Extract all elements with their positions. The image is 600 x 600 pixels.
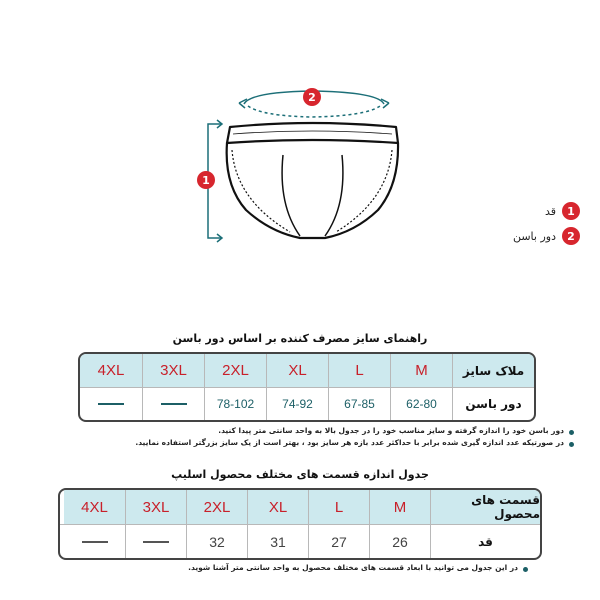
badge-2	[303, 88, 321, 106]
size-4XL: 4XL	[64, 490, 125, 524]
legend-label: قد	[544, 204, 556, 218]
size-guide-table	[78, 352, 536, 422]
header-label: ملاک سایز	[452, 354, 534, 387]
legend-item-hip	[513, 226, 580, 246]
size-XL: XL	[266, 354, 328, 387]
size-4XL: 4XL	[80, 354, 142, 387]
legend-badge: 1	[562, 202, 580, 220]
value-4XL	[80, 388, 142, 420]
value-3XL	[142, 388, 204, 420]
legend-badge: 2	[562, 227, 580, 245]
size-2XL: 2XL	[186, 490, 247, 524]
empty-dash	[143, 541, 169, 543]
value-2XL: 32	[186, 525, 247, 558]
empty-dash	[98, 403, 124, 405]
row-label: قد	[430, 525, 540, 558]
value-2XL: 78-102	[204, 388, 266, 420]
value-L: 27	[308, 525, 369, 558]
table1-title: راهنمای سایز مصرف کننده بر اساس دور باسن	[172, 332, 428, 345]
table1-note-2: در صورتیکه عدد اندازه گیری شده برابر با حداکثر عدد بازه هر سایز بود ، بهتر است از یک سایز بزرگتر استفاده نمایید.	[135, 438, 564, 447]
size-3XL: 3XL	[125, 490, 186, 524]
value-XL: 74-92	[266, 388, 328, 420]
empty-dash	[161, 403, 187, 405]
legend-label: دور باسن	[512, 229, 556, 243]
size-L: L	[308, 490, 369, 524]
table-row	[80, 387, 534, 420]
value-L: 67-85	[328, 388, 390, 420]
product-dimensions-table	[58, 488, 542, 560]
header-label: قسمت های محصول	[430, 490, 540, 524]
table1-note-1: دور باسن خود را اندازه گرفته و سایز مناسب خود را در جدول بالا به واحد سانتی متر پیدا کنید.	[218, 426, 564, 435]
note-bullet	[569, 430, 574, 435]
table2-title: جدول اندازه قسمت های مختلف محصول اسلیپ	[171, 468, 429, 481]
row-label: دور باسن	[452, 388, 534, 420]
brief-outline	[227, 123, 398, 238]
empty-dash	[82, 541, 108, 543]
table-header-row	[80, 354, 534, 387]
size-XL: XL	[247, 490, 308, 524]
note-bullet	[523, 567, 528, 572]
value-M: 26	[369, 525, 430, 558]
value-M: 62-80	[390, 388, 452, 420]
table-header-row	[60, 490, 540, 524]
size-3XL: 3XL	[142, 354, 204, 387]
value-3XL	[125, 525, 186, 558]
value-XL: 31	[247, 525, 308, 558]
table2-note-1: در این جدول می توانید با ابعاد قسمت های مختلف محصول به واحد سانتی متر آشنا شوید.	[188, 563, 518, 572]
legend-item-height	[545, 201, 580, 221]
size-L: L	[328, 354, 390, 387]
size-M: M	[369, 490, 430, 524]
size-2XL: 2XL	[204, 354, 266, 387]
note-bullet	[569, 442, 574, 447]
svg-text:2: 2	[308, 91, 316, 104]
badge-1	[197, 171, 215, 189]
value-4XL	[64, 525, 125, 558]
table-row	[60, 524, 540, 558]
svg-text:1: 1	[202, 174, 210, 187]
size-M: M	[390, 354, 452, 387]
